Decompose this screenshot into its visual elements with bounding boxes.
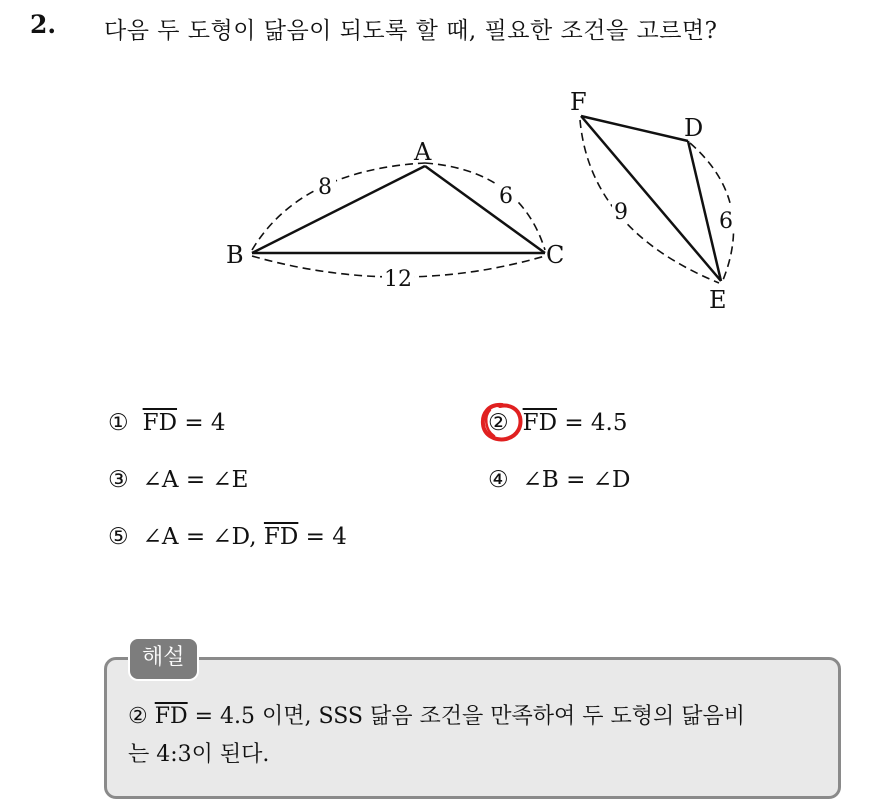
arc-ac [425, 163, 545, 250]
label-ab: 8 [318, 175, 332, 200]
choice-4-number: ④ [488, 467, 509, 493]
selected-answer-circle [478, 400, 526, 444]
explanation-text-2: 는 4:3이 된다. [128, 742, 270, 767]
explanation-mark: ② [128, 704, 148, 729]
choice-2-rest: = 4.5 [557, 410, 628, 436]
choice-3-text: ∠A = ∠E [142, 467, 249, 493]
vertex-d: D [684, 114, 704, 142]
label-fe: 9 [614, 200, 628, 225]
label-ac: 6 [499, 184, 513, 209]
vertex-a: A [414, 138, 432, 166]
side-ac [425, 166, 545, 253]
triangle-fde [570, 88, 737, 314]
explanation-segment: $\overline{FD}$ [154, 704, 188, 729]
arc-ab [252, 163, 425, 250]
choice-3[interactable] [108, 467, 248, 493]
choice-1-number: ① [108, 410, 129, 436]
triangle-abc [226, 138, 564, 292]
explanation-text-1: = 4.5 이면, SSS 닮음 조건을 만족하여 두 도형의 닮음비 [187, 704, 745, 729]
choice-4[interactable] [488, 467, 630, 493]
vertex-e: E [709, 286, 727, 314]
side-ab [252, 166, 425, 253]
vertex-b: B [226, 241, 244, 269]
side-fd [581, 116, 688, 141]
label-bc: 12 [384, 267, 412, 292]
arc-fe [580, 120, 719, 283]
figure [0, 0, 884, 340]
choice-5[interactable] [108, 524, 347, 550]
explanation-tag: 해설 [128, 637, 199, 681]
explanation-line-2 [128, 737, 269, 768]
question-text: 다음 두 도형이 닮음이 되도록 할 때, 필요한 조건을 고르면? [104, 18, 718, 44]
choice-2-number: ② [488, 410, 509, 436]
choice-5-segment: $\overline{FD}$ [263, 524, 299, 550]
vertex-c: C [546, 241, 565, 269]
question-number: 2. [30, 10, 57, 39]
choice-4-text: ∠B = ∠D [522, 467, 631, 493]
choice-5-rest: = 4 [298, 524, 347, 550]
vertex-f: F [570, 88, 587, 116]
choice-1-rest: = 4 [177, 410, 226, 436]
explanation-line-1 [128, 699, 745, 730]
label-de: 6 [719, 209, 733, 234]
choice-5-text: ∠A = ∠D, [142, 524, 264, 550]
choice-5-number: ⑤ [108, 524, 129, 550]
choice-3-number: ③ [108, 467, 129, 493]
choice-2-segment: $\overline{FD}$ [522, 410, 558, 436]
choice-1[interactable] [108, 410, 226, 436]
choice-1-segment: $\overline{FD}$ [142, 410, 178, 436]
